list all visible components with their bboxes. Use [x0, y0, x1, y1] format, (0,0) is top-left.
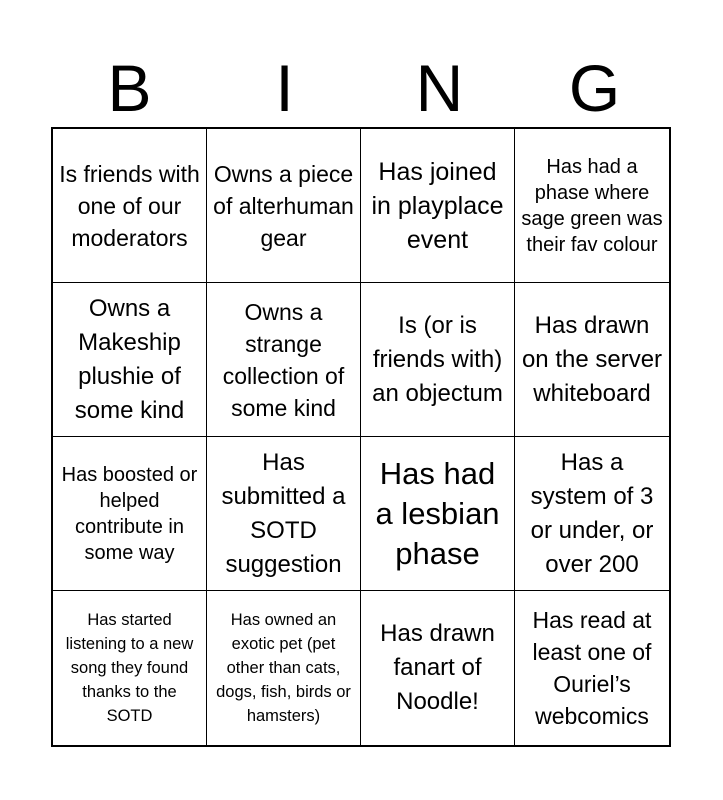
cell-text: Has had a lesbian phase: [375, 455, 500, 571]
bingo-cell-5[interactable]: [53, 283, 207, 437]
bingo-board: [51, 127, 671, 747]
title-letter-g: G: [568, 51, 621, 125]
bingo-cell-15[interactable]: [361, 591, 515, 745]
bingo-cell-1[interactable]: [53, 129, 207, 283]
cell-text: Is (or is friends with) an objectum: [372, 311, 503, 407]
bingo-title: [52, 48, 672, 128]
cell-text: Is friends with one of our moderators: [59, 160, 200, 251]
cell-text: Owns a strange collection of some kind: [222, 298, 345, 421]
bingo-cell-13[interactable]: [53, 591, 207, 745]
cell-text: Has drawn fanart of Noodle!: [380, 620, 495, 715]
bingo-cell-8[interactable]: [515, 283, 669, 437]
cell-text: Has read at least one of Ouriel’s webcomics: [532, 607, 652, 729]
title-letter-i: I: [275, 51, 294, 125]
cell-text: Has submitted a SOTD suggestion: [221, 448, 346, 578]
cell-text: Owns a piece of alterhuman gear: [213, 160, 354, 251]
title-letter-n: N: [415, 51, 464, 125]
cell-text: Has boosted or helped contribute in some way: [61, 463, 198, 564]
title-letter-b: B: [107, 51, 152, 125]
cell-text: Has had a phase where sage green was their fav colour: [521, 155, 663, 256]
cell-text: Has owned an exotic pet (pet other than cats, dogs, fish, birds or hamsters): [216, 611, 351, 725]
cell-text: Has joined in playplace event: [371, 157, 504, 254]
bingo-cell-9[interactable]: [53, 437, 207, 591]
cell-text: Owns a Makeship plushie of some kind: [74, 294, 185, 424]
bingo-cell-11[interactable]: [361, 437, 515, 591]
cell-text: Has a system of 3 or under, or over 200: [530, 448, 654, 578]
bingo-cell-14[interactable]: [207, 591, 361, 745]
bingo-cell-7[interactable]: [361, 283, 515, 437]
cell-text: Has drawn on the server whiteboard: [521, 311, 663, 407]
bingo-cell-10[interactable]: [207, 437, 361, 591]
bingo-cell-16[interactable]: [515, 591, 669, 745]
bingo-cell-4[interactable]: [515, 129, 669, 283]
bingo-cell-6[interactable]: [207, 283, 361, 437]
bingo-cell-3[interactable]: [361, 129, 515, 283]
bingo-cell-2[interactable]: [207, 129, 361, 283]
bingo-cell-12[interactable]: [515, 437, 669, 591]
cell-text: Has started listening to a new song they found thanks to the SOTD: [65, 611, 194, 725]
